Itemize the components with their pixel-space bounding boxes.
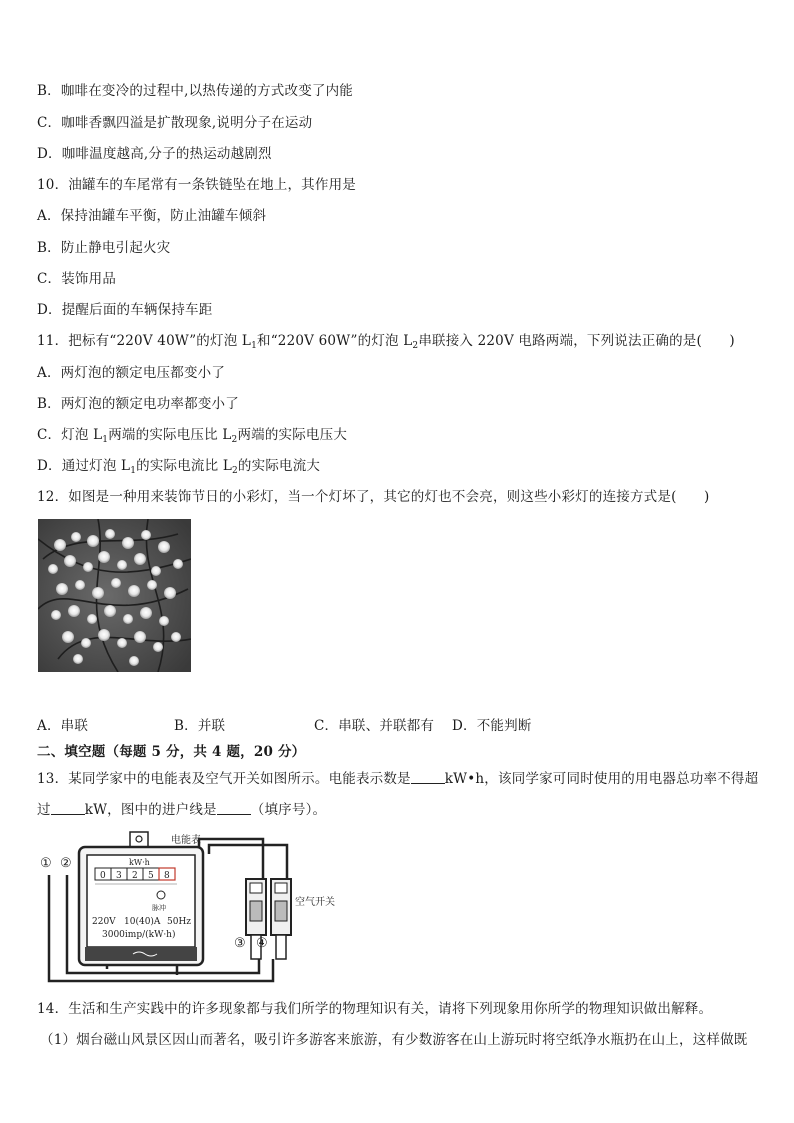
q9-option-c: C．咖啡香飘四溢是扩散现象,说明分子在运动: [37, 115, 313, 131]
string-lights-image: [38, 519, 191, 672]
q11-c-sub-1: 1: [102, 435, 109, 445]
q11-d-sub-2: 2: [231, 466, 238, 476]
wire-label-4: ④: [256, 936, 268, 951]
q13-blank-power: [51, 802, 85, 815]
q10-option-a: A．保持油罐车平衡，防止油罐车倾斜: [37, 208, 267, 224]
q11-option-c: [37, 426, 347, 444]
q9-option-d: D．咖啡温度越高,分子的热运动越剧烈: [37, 146, 272, 162]
q13-text-1: 13．某同学家中的电能表及空气开关如图所示。电能表示数是: [37, 771, 411, 787]
meter-unit: kW·h: [129, 858, 150, 867]
meter-frequency: 50Hz: [167, 917, 192, 927]
q12-options: [37, 717, 532, 735]
q11-stem-text-3: 串联接入 220V 电路两端，下列说法正确的是( ): [418, 333, 735, 349]
electric-meter-diagram: [37, 829, 357, 989]
meter-digit-2: 3: [116, 871, 122, 881]
pulse-label: 脉冲: [152, 904, 166, 912]
q11-c-text-1: C．灯泡 L: [37, 427, 103, 443]
q11-d-text-3: 的实际电流大: [237, 458, 321, 474]
meter-imp: 3000imp/(kW·h): [102, 930, 176, 940]
q11-option-a: A．两灯泡的额定电压都变小了: [37, 365, 226, 381]
meter-digit-4: 5: [148, 871, 154, 881]
q11-c-sub-2: 2: [231, 435, 238, 445]
q12-option-b: B．并联: [174, 718, 226, 734]
meter-digit-3: 2: [132, 871, 138, 881]
q14-part-1: （1）烟台磁山风景区因山而著名，吸引许多游客来旅游，有少数游客在山上游玩时将空纸净水瓶扔在山上，这样做既: [40, 1032, 748, 1048]
q13-stem-line1: [37, 770, 758, 788]
q12-option-c: C．串联、并联都有: [314, 718, 435, 734]
pulse-indicator: [157, 891, 165, 899]
q11-stem: [37, 332, 735, 350]
q9-option-b: B．咖啡在变冷的过程中,以热传递的方式改变了内能: [37, 83, 354, 99]
q11-d-text-1: D．通过灯泡 L: [37, 458, 131, 474]
meter-hanger: [130, 832, 148, 848]
q13-blank-wire: [217, 802, 251, 815]
string-lights-photo: [38, 519, 191, 672]
q12-stem: 12．如图是一种用来装饰节日的小彩灯，当一个灯坏了，其它的灯也不会亮，则这些小彩灯的连接方式是( ): [37, 489, 710, 505]
q11-sub-2: 2: [412, 341, 419, 351]
q13-text-4: kW，图中的进户线是: [84, 802, 217, 818]
wire-label-1: ①: [40, 856, 52, 871]
q11-d-sub-1: 1: [130, 466, 137, 476]
meter-current: 10(40)A: [124, 917, 161, 927]
q11-d-text-2: 的实际电流比 L: [136, 458, 232, 474]
q11-sub-1: 1: [251, 341, 257, 351]
q10-stem: 10．油罐车的车尾常有一条铁链坠在地上，其作用是: [37, 177, 356, 193]
air-switch-right: [271, 879, 291, 959]
meter-digit-5: 8: [164, 871, 170, 881]
q12-option-d: D．不能判断: [452, 718, 532, 734]
q13-stem-line2: [37, 801, 326, 819]
meter-digit-1: 0: [100, 871, 106, 881]
q11-c-text-3: 两端的实际电压大: [237, 427, 348, 443]
meter-voltage: 220V: [92, 917, 116, 927]
q11-option-b: B．两灯泡的额定电功率都变小了: [37, 396, 239, 412]
q13-text-2: kW•h，该同学家可同时使用的用电器总功率不得超: [444, 771, 759, 787]
q11-option-d: [37, 457, 320, 475]
q12-option-a: A．串联: [37, 718, 89, 734]
q10-option-c: C．装饰用品: [37, 271, 117, 287]
q13-text-3: 过: [37, 802, 51, 818]
wire-label-3: ③: [234, 936, 246, 951]
q11-c-text-2: 两端的实际电压比 L: [108, 427, 232, 443]
q11-stem-text-1: 11．把标有“220V 40W”的灯泡 L: [37, 333, 252, 349]
q10-option-d: D．提醒后面的车辆保持车距: [37, 302, 213, 318]
meter-digits: [95, 868, 175, 881]
meter-title: 电能表: [171, 835, 201, 846]
section-heading-fill-in: 二、填空题（每题 5 分，共 4 题，20 分）: [37, 744, 306, 760]
q14-stem: 14．生活和生产实践中的许多现象都与我们所学的物理知识有关，请将下列现象用你所学的物理知识做出解释。: [37, 1001, 713, 1017]
wire-label-2: ②: [60, 856, 72, 871]
q13-text-5: （填序号）。: [250, 802, 327, 818]
q13-blank-reading: [411, 771, 445, 784]
air-switch-label: 空气开关: [295, 897, 335, 908]
q11-stem-text-2: 和“220V 60W”的灯泡 L: [257, 333, 413, 349]
q10-option-b: B．防止静电引起火灾: [37, 240, 171, 256]
meter-base: [85, 947, 197, 961]
